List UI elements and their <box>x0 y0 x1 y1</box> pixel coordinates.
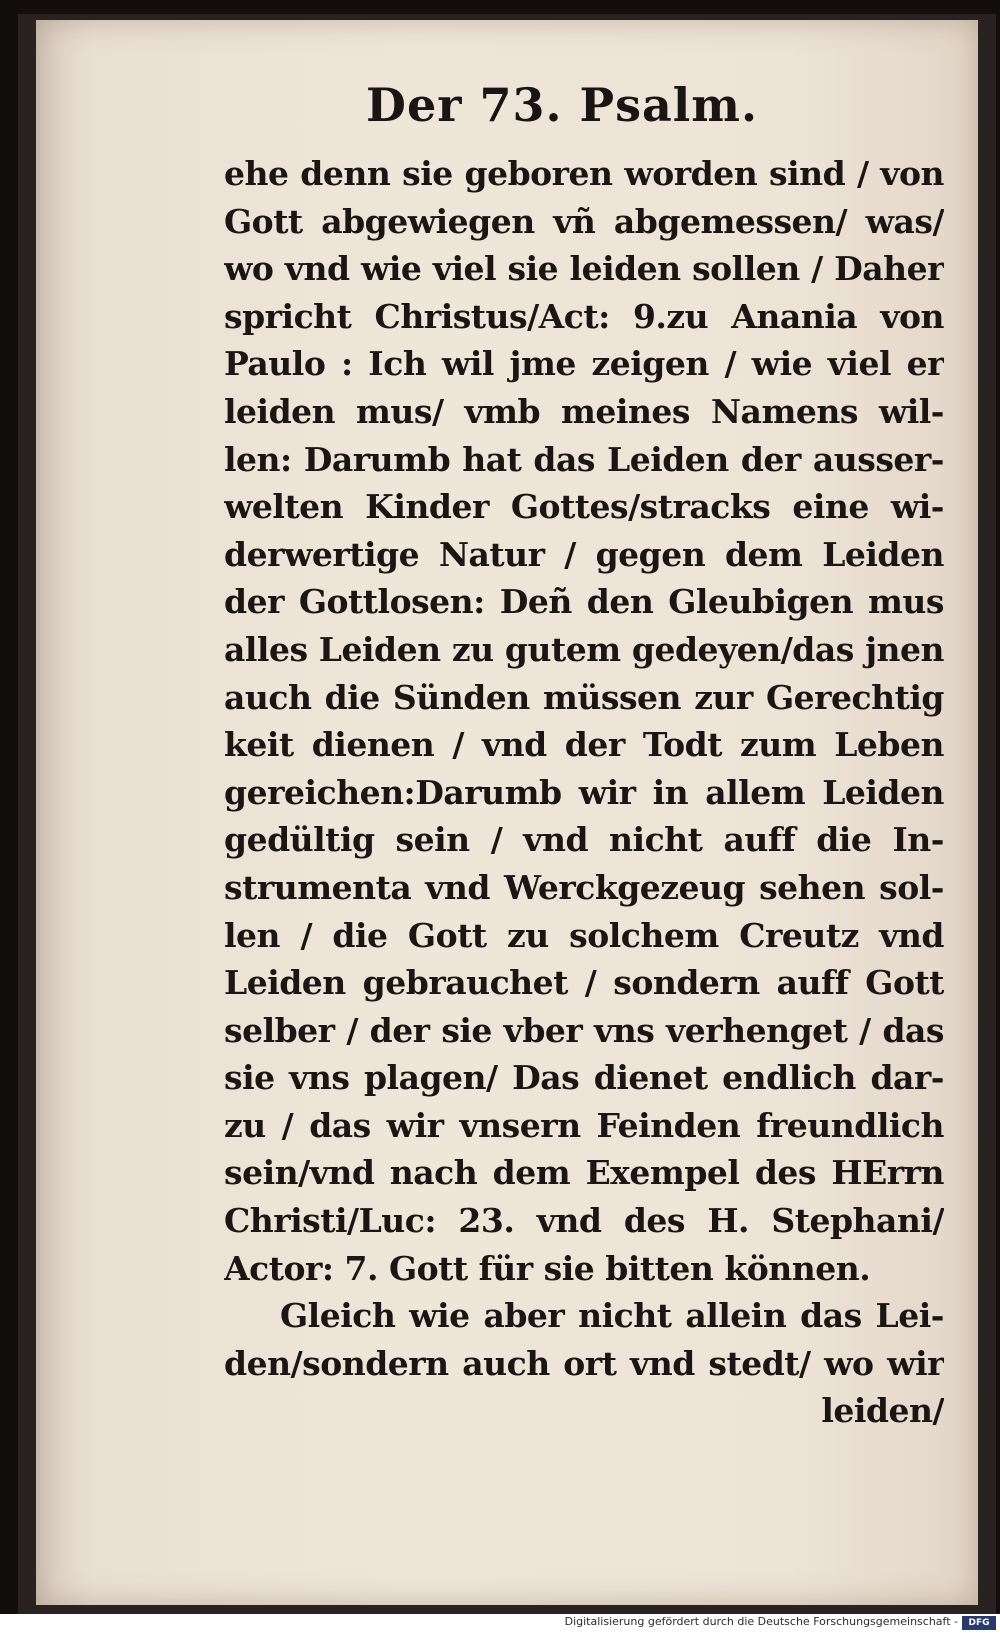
text-line: Paulo : Ich wil jme zeigen / wie viel er <box>224 344 944 384</box>
text-line: wo vnd wie viel sie leiden sollen / Daher <box>224 249 944 289</box>
text-line: strumenta vnd Werckgezeug sehen sol- <box>224 867 944 907</box>
text-line: keit dienen / vnd der Todt zum Leben <box>224 725 944 765</box>
text-line: Gleich wie aber nicht allein das Lei- <box>280 1296 944 1336</box>
text-line: auch die Sünden müssen zur Gerechtig <box>224 677 944 717</box>
text-line: derwertige Natur / gegen dem Leiden <box>224 534 944 574</box>
text-line: ehe denn sie geboren worden sind / von <box>224 154 944 193</box>
text-line: alles Leiden zu gutem gedeyen/das jnen <box>224 629 944 669</box>
text-line: zu / das wir vnsern Feinden freundlich <box>224 1105 944 1145</box>
text-line: den/sondern auch ort vnd stedt/ wo wir <box>224 1343 944 1383</box>
footer-bar <box>0 1614 1000 1633</box>
text-line: der Gottlosen: Deñ den Gleubigen mus <box>224 582 944 622</box>
text-line: gereichen:Darumb wir in allem Leiden <box>224 772 944 812</box>
text-line: len / die Gott zu solchem Creutz vnd <box>224 915 944 955</box>
scanned-page <box>36 20 978 1605</box>
text-line: Actor: 7. Gott für sie bitten können. <box>224 1248 871 1288</box>
text-line: welten Kinder Gottes/stracks eine wi- <box>224 487 944 527</box>
text-line: gedültig sein / vnd nicht auff die In- <box>224 820 944 860</box>
text-line: Christi/Luc: 23. vnd des H. Stephani/ <box>224 1201 944 1241</box>
text-line: Leiden gebrauchet / sondern auff Gott <box>224 963 944 1003</box>
funding-notice: Digitalisierung gefördert durch die Deutsche Forschungsgemeinschaft - <box>564 1615 958 1628</box>
text-line: sie vns plagen/ Das dienet endlich dar- <box>224 1058 944 1098</box>
text-line: spricht Christus/Act: 9.zu Anania von <box>224 296 944 336</box>
text-block <box>224 150 944 1435</box>
text-line: Gott abgewiegen vñ abgemessen/ was/ <box>224 201 944 241</box>
text-line: leiden mus/ vmb meines Namens wil- <box>224 391 944 431</box>
dfg-logo: DFG <box>962 1616 996 1630</box>
text-line: selber / der sie vber vns verhenget / das <box>224 1010 944 1050</box>
running-head: Der 73. Psalm. <box>366 78 758 132</box>
text-line: sein/vnd nach dem Exempel des HErrn <box>224 1153 944 1193</box>
text-line: len: Darumb hat das Leiden der ausser- <box>224 439 944 479</box>
text-line: leiden/ <box>821 1391 944 1431</box>
